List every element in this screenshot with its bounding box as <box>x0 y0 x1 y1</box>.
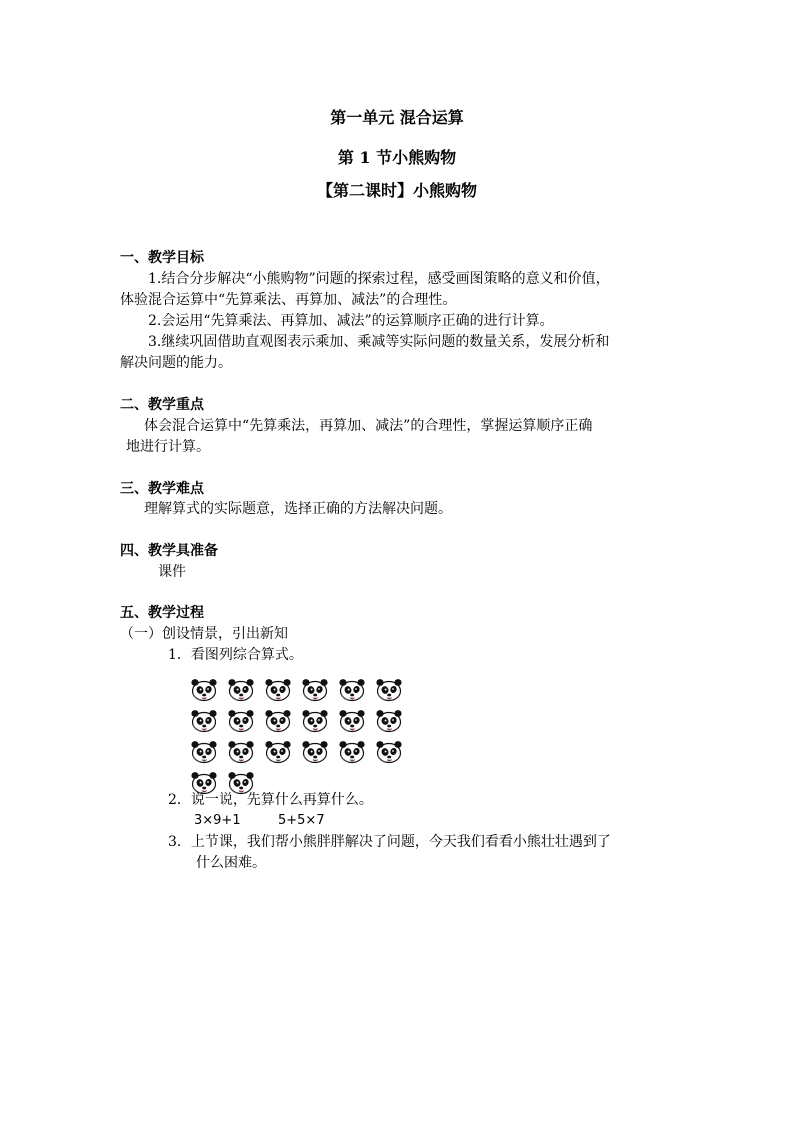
panda-icon <box>228 678 254 702</box>
materials-line-1: 课件 <box>158 564 186 580</box>
expression-2: 5+5×7 <box>278 813 325 828</box>
panda-icon <box>376 740 402 764</box>
heading-difficulties: 三、教学难点 <box>120 481 204 497</box>
panda-icon <box>339 678 365 702</box>
process-item-1: 1．看图列综合算式。 <box>168 647 303 663</box>
heading-key-points: 二、教学重点 <box>120 397 204 413</box>
panda-icon <box>265 709 291 733</box>
panda-icon <box>376 709 402 733</box>
panda-icon <box>191 740 217 764</box>
panda-icon <box>228 740 254 764</box>
panda-icon <box>339 740 365 764</box>
panda-icon <box>228 709 254 733</box>
panda-icon <box>191 709 217 733</box>
process-subheading: （一）创设情景，引出新知 <box>120 626 288 642</box>
panda-icon <box>191 678 217 702</box>
goal-1-line-1: 1.结合分步解决“小熊购物”问题的探索过程，感受画图策略的意义和价值， <box>148 271 610 287</box>
key-points-line-2: 地进行计算。 <box>126 439 210 455</box>
key-points-line-1: 体会混合运算中“先算乘法，再算加、减法”的合理性，掌握运算顺序正确 <box>144 418 593 434</box>
lesson-title: 【第二课时】小熊购物 <box>316 181 477 200</box>
goal-2: 2.会运用“先算乘法、再算加、减法”的运算顺序正确的进行计算。 <box>148 313 554 329</box>
process-item-3-line-2: 什么困难。 <box>196 855 266 871</box>
heading-process: 五、教学过程 <box>120 605 204 621</box>
goal-3-line-1: 3.继续巩固借助直观图表示乘加、乘减等实际问题的数量关系，发展分析和 <box>148 334 610 350</box>
unit-title: 第一单元 混合运算 <box>330 108 464 127</box>
panda-icon <box>265 740 291 764</box>
expression-1: 3×9+1 <box>194 813 241 828</box>
difficulties-line-1: 理解算式的实际题意，选择正确的方法解决问题。 <box>144 501 452 517</box>
panda-icon <box>302 709 328 733</box>
process-item-2: 2．说一说，先算什么再算什么。 <box>168 792 373 808</box>
panda-icon <box>339 709 365 733</box>
heading-teaching-goals: 一、教学目标 <box>120 250 204 266</box>
goal-1-line-2: 体验混合运算中“先算乘法、再算加、减法”的合理性。 <box>120 292 457 308</box>
goal-3-line-2: 解决问题的能力。 <box>120 355 232 371</box>
panda-icon <box>265 678 291 702</box>
section-title: 第 1 节小熊购物 <box>337 148 457 167</box>
panda-icon <box>302 678 328 702</box>
process-item-3-line-1: 3．上节课，我们帮小熊胖胖解决了问题，今天我们看看小熊壮壮遇到了 <box>168 834 611 850</box>
panda-icon <box>302 740 328 764</box>
heading-materials: 四、教学具准备 <box>120 543 218 559</box>
panda-icon <box>376 678 402 702</box>
